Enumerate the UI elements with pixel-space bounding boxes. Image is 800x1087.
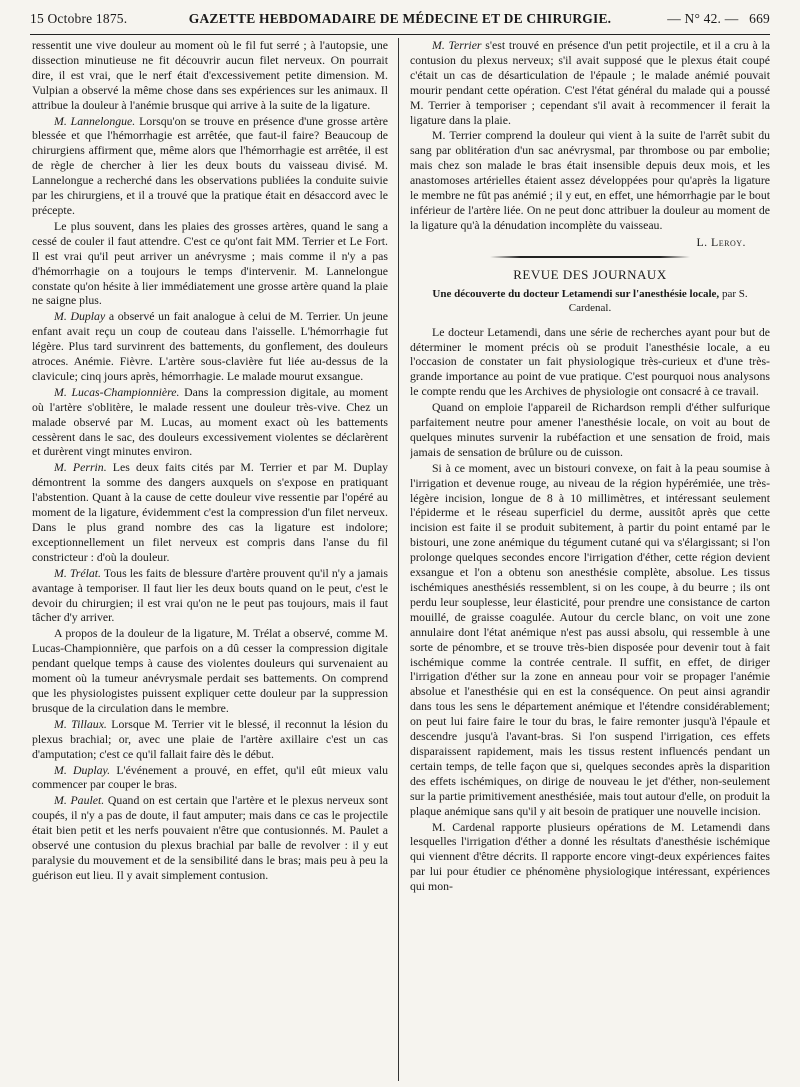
paragraph: [32, 309, 388, 384]
header-journal-title: GAZETTE HEBDOMADAIRE DE MÉDECINE ET DE CHIRURGIE.: [188, 11, 612, 26]
article-subtitle: [410, 287, 770, 315]
paragraph-text: a observé un fait analogue à celui de M. Terrier. Un jeune enfant avait reçu un coup de couteau dans l'aisselle. L'hémorrhagie fut légère. Plus tard survinrent des battements, du gonflement, des douleurs atroces. Anémie. Fièvre. L'artère sous-clavière fut liée au-dessus de la clavicule; cinq jours après, hémorrhagie. Le malade mourut exsangue.: [32, 309, 388, 383]
paragraph: A propos de la douleur de la ligature, M. Trélat a observé, comme M. Lucas-Championnière, que parfois on a dû cesser la compression digitale pendant quelque temps à cause des violentes douleurs qui survenaient au moment où la tumeur anévrysmale perdait ses battements. On comprend que les physiologistes puissent expliquer cette douleur par la suppression brusque de la circulation dans le membre.: [32, 626, 388, 715]
paragraph: [410, 38, 770, 127]
header-issue-page: [667, 11, 770, 27]
paragraph: [32, 566, 388, 626]
paragraph: Le docteur Letamendi, dans une série de recherches ayant pour but de déterminer le moment précis où se produit l'anesthésie locale, a eu l'occasion de constater un fait physiologique très-curieux et d'une très-grande importance au point de vue pratique. C'est pourquoi nous analysons le compte rendu que les Archives de physiologie ont consacré à ce travail.: [410, 324, 770, 399]
paragraph-text: s'est trouvé en présence d'un petit projectile, et il a cru à la contusion du plexus nerveux; s'il avait supposé que le plexus était coupé c'était un cas de désarticulation de l'épaule ; le malade anémié pouvait mourir pendant cette opération. C'est l'état général du malade qui a poussé M. Terrier à temporiser ; cependant s'il avait à recommencer il ferait la ligature dans la plaie.: [410, 38, 770, 127]
right-column: [410, 38, 770, 1081]
speaker-name: M. Lannelongue.: [54, 113, 136, 128]
paragraph-text: L'événement a prouvé, en effet, qu'il eût mieux valu commencer par couper le bras.: [32, 762, 388, 792]
paragraph: [32, 114, 388, 218]
text-columns: [32, 38, 770, 1081]
paragraph-text: Les deux faits cités par M. Terrier et par M. Duplay démontrent la somme des dangers auxquels on s'expose en pratiquant l'abstention. Quant à la cause de cette douleur vive ressentie par l'opéré au moment de la ligature, évidemment c'est la compression d'un filet nerveux. Dans le plus grand nombre des cas la ligature est indolore; exceptionnellement un filet nerveux est compris dans l'anse du fil constricteur : d'où la douleur.: [32, 460, 388, 564]
paragraph: [32, 793, 388, 882]
speaker-name: M. Duplay.: [54, 762, 111, 777]
paragraph: Quand on emploie l'appareil de Richardson rempli d'éther sulfurique parfaitement neutre pour amener l'anesthésie locale, on voit au bout de quelques minutes survenir la rubéfaction et une sensation de froid, mais jamais de sensation de brûlure ou de cuisson.: [410, 400, 770, 459]
paragraph-text: Lorsque M. Terrier vit le blessé, il reconnut la lésion du plexus brachial; or, avec une plaie de l'artère axillaire c'est un cas d'amputation; c'est ce qu'il fallait faire dès le début.: [32, 716, 388, 761]
paragraph: ressentit une vive douleur au moment où le fil fut serré ; à l'autopsie, une dissection minutieuse ne fit découvrir aucun filet nerveux. On pourrait dire, il est vrai, que le nerf était d'excessivement petite dimension. M. Vulpian a observé la même chose dans ses expériences sur les animaux. Il attribue la douleur à l'anémie brusque qui arrive à la suite de la ligature.: [32, 38, 388, 112]
page-header: [30, 8, 770, 35]
paragraph: M. Cardenal rapporte plusieurs opérations de M. Letamendi dans lesquelles l'irrigation d'éther a donné les résultats d'anesthésie ischémique qui viennent d'être décrits. Il rapporte encore vingt-deux expériences faites par lui pour étudier ce phénomène physiologique intéressant, expériences qui mon-: [410, 819, 770, 894]
header-issue: — N° 42. —: [667, 11, 739, 26]
section-separator: [490, 256, 690, 258]
header-page-number: 669: [749, 11, 770, 26]
paragraph: M. Terrier comprend la douleur qui vient à la suite de l'arrêt subit du sang par oblitération d'un sac anévrysmal, par thrombose ou par embolie; mais chez son malade le bras était insensible depuis deux mois, et les anastomoses artérielles étaient assez développées pour qu'après la ligature le membre ne fût pas anémié ; il y eut, en effet, une hémorrhagie par le bout inférieur de l'artère liée. On ne peut donc attribuer la douleur au moment de la ligature qu'à la dénudation incomplète du vaisseau.: [410, 128, 770, 232]
paragraph-text: Quand on est certain que l'artère et le plexus nerveux sont coupés, il n'y a pas de doute, il faut amputer; mais dans ce cas le projectile était bien petit et les nerfs pouvaient n'être que contusionnés. M. Paulet a observé une contusion du plexus brachial par balle de revolver : il y eut paralysie du mouvement et de la sensibilité dans le bras; mais peu à peu la guérison eut lieu. Il y avait simplement contusion.: [32, 793, 388, 882]
speaker-name: M. Trélat.: [54, 565, 102, 580]
column-divider: [398, 38, 399, 1081]
section-title: REVUE DES JOURNAUX: [513, 266, 667, 282]
paragraph: Le plus souvent, dans les plaies des grosses artères, quand le sang a cessé de couler il faut attendre. C'est ce qu'ont fait MM. Terrier et Le Fort. Il est vrai qu'il peut arriver un anévrysme ; mais comme il n'y a pas d'hémorrhagie on a toujours le temps d'intervenir. M. Lannelongue constate qu'on hésite à lier immédiatement une grosse artère quand la plaie ne saigne plus.: [32, 218, 388, 308]
left-column: [32, 38, 388, 1081]
paragraph-text: Lorsqu'on se trouve en présence d'une grosse artère blessée et que l'hémorrhagie est arrêtée, que faut-il faire? Beaucoup de chirurgiens affirment que, même alors que l'hémorrhagie est arrêtée, il est de règle de chercher à lier les deux bouts du vaisseau divisé. M. Lannelongue a recherché dans les observations publiées la conduite suivie par les chirurgiens, et il a trouvé que la pratique était en désaccord avec le précepte.: [32, 113, 388, 217]
speaker-name: M. Perrin.: [54, 460, 107, 475]
header-date: 15 Octobre 1875.: [30, 11, 128, 26]
paragraph: [32, 763, 388, 793]
paragraph: [32, 460, 388, 564]
speaker-name: M. Paulet.: [54, 793, 105, 808]
speaker-name: M. Duplay: [54, 309, 106, 324]
subtitle-author: par S. Cardenal.: [568, 287, 748, 314]
paragraph-text: Tous les faits de blessure d'artère prouvent qu'il n'y a jamais avantage à temporiser. Il faut lier les deux bouts quand on le peut, c'est le devoir du chirurgien; il est vrai qu'on ne le peut pas toujours, mais il faut tâcher d'y arriver.: [32, 565, 388, 625]
speaker-name: M. Lucas-Championnière.: [54, 384, 180, 399]
speaker-name: M. Tillaux.: [54, 716, 107, 731]
subtitle-text: Une découverte du docteur Letamendi sur l'anesthésie locale,: [432, 287, 720, 300]
paragraph-text: Dans la compression digitale, au moment où l'artère s'oblitère, le malade ressent une douleur très-vive. Chez un malade observé par M. Lucas, au moment exact où les battements cessèrent dans le sac, des douleurs excessivement violentes se déclarèrent et durèrent vingt minutes environ.: [32, 384, 388, 459]
paragraph: Si à ce moment, avec un bistouri convexe, on fait à la peau soumise à l'irrigation et devenue rouge, au niveau de la région hypérémiée, une très-légère incision, longue de 8 à 10 millimètres, et intéressant seulement l'épiderme et le réseau superficiel du derme, aussitôt après que cette incision est faite il se produit subitement, à partir du point entamé par le bistouri, une zone anémique du tégument cutané qui va s'élargissant; si l'on prolonge quelques secondes encore l'irrigation d'éther, cette région devient exsangue et l'on a obtenu son anesthésie complète, absolue. Les tissus ischémiques anesthésiés ressemblent, si on les coupe, à du beurre ; ils ont perdu leur souplesse, leur élasticité, pour prendre une consistance de carton mouillé, de graisse coagulée. Autour du cercle blanc, on voit une zone annulaire dont l'état anémique n'est pas aussi absolu, qui ressemble à une sorte de pénombre, et se trouve très-bien disposée pour devenir tout à fait ischémique comme la contrée centrale. Il suffit, en effet, de diriger l'irrigation d'éther sur la zone en anneau pour voir se propager l'anémie absolue et l'anesthésie qui en est la conséquence. On peut ainsi agrandir dans tous les sens le département anémique et l'étendre considérablement; on peut lui faire faire le tour du bras, le faire remonter jusqu'à l'épaule et descendre jusqu'à l'avant-bras. Si l'on suspend l'irrigation, ces effets disparaissent rapidement, mais les tissus restent influencés pendant un certain temps, de telle façon que si, quelques secondes après la disparition des effets ischémiques, on dirige de nouveau le jet d'éther, non-seulement sur la partie primitivement anesthésiée, mais tout autour d'elle, on produit la plaque anémique sans qu'il y ait besoin de pratiquer une nouvelle incision.: [410, 460, 770, 818]
speaker-name: M. Terrier: [432, 38, 482, 52]
paragraph: [32, 385, 388, 460]
article-signature: L. Leroy.: [696, 234, 746, 249]
paragraph: [32, 717, 388, 762]
